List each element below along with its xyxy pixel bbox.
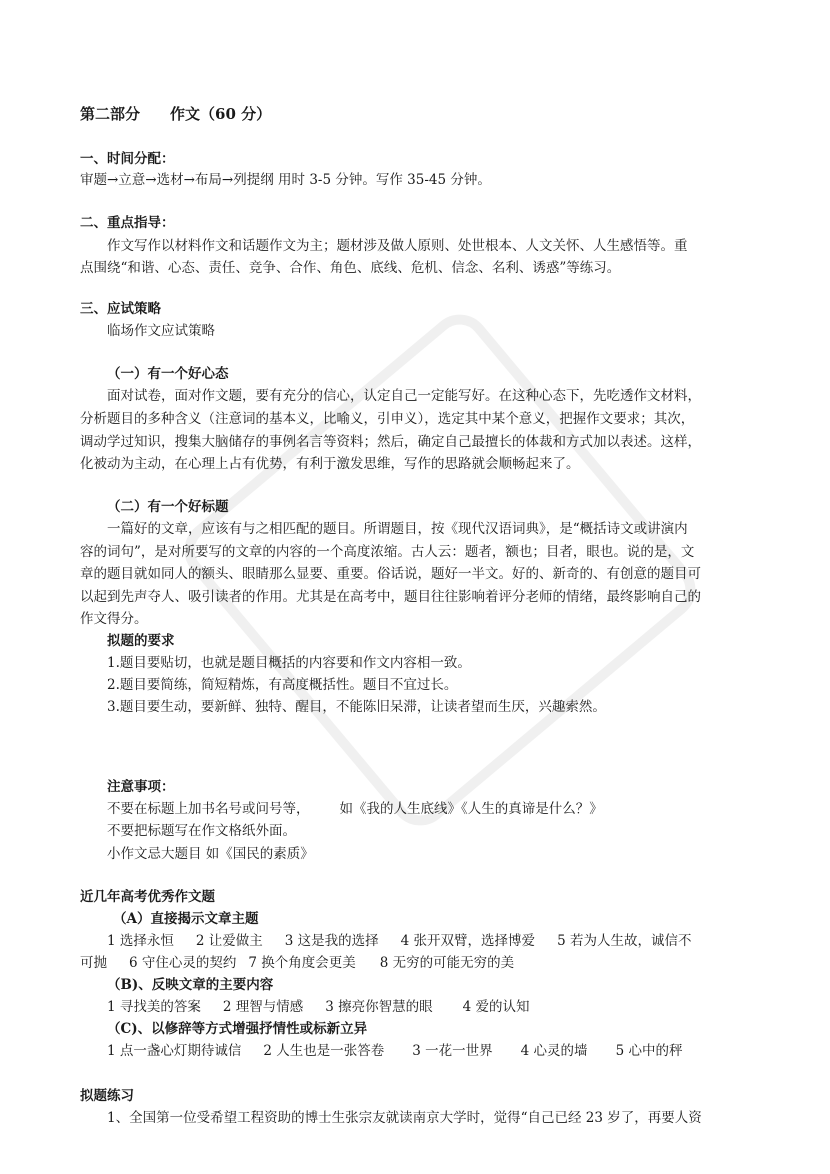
part-name: 作文（60 分） bbox=[170, 105, 272, 123]
note-1 bbox=[107, 799, 603, 819]
key-guidance-heading: 二、重点指导： bbox=[80, 215, 175, 231]
good-title-line-5: 作文得分。 bbox=[80, 611, 148, 627]
examples-a-line-1 bbox=[107, 931, 691, 951]
example-title: 3 一花一世界 bbox=[412, 1043, 493, 1059]
example-title: 8 无穷的可能无穷的美 bbox=[379, 955, 515, 971]
examples-c-line bbox=[107, 1041, 682, 1061]
requirement-1: 1.题目要贴切，也就是题目概括的内容要和作文内容相一致。 bbox=[107, 655, 471, 671]
example-title: 7 换个角度会更美 bbox=[248, 955, 356, 971]
examples-heading: 近几年高考优秀作文题 bbox=[80, 889, 215, 905]
good-mindset-heading: （一）有一个好心态 bbox=[107, 366, 229, 382]
good-mindset-line-2: 分析题目的多种含义（注意词的基本义，比喻义，引申义），选定其中某个意义，把握作文要求；其次， bbox=[80, 411, 695, 427]
practice-item-1: 1、全国第一位受希望工程资助的博士生张宗友就读南京大学时，觉得“自己已经 23 岁了，再要人资 bbox=[107, 1110, 702, 1126]
examples-a-line-2 bbox=[80, 953, 514, 973]
example-title: 2 让爱做主 bbox=[195, 933, 263, 949]
note-3: 小作文忌大题目 如《国民的素质》 bbox=[107, 846, 314, 862]
example-title: 3 擦亮你智慧的眼 bbox=[325, 999, 433, 1015]
section-title bbox=[80, 104, 271, 124]
requirement-3: 3.题目要生动，要新鲜、独特、醒目，不能陈旧呆滞，让读者望而生厌，兴趣索然。 bbox=[107, 699, 606, 715]
time-allocation-text: 审题→立意→选材→布局→列提纲 用时 3-5 分钟。写作 35-45 分钟。 bbox=[80, 172, 491, 188]
good-title-heading: （二）有一个好标题 bbox=[107, 499, 229, 515]
example-title: 1 寻找美的答案 bbox=[107, 999, 201, 1015]
good-title-line-4: 以起到先声夺人、吸引读者的作用。尤其是在高考中，题目往往影响着评分老师的情绪，最终影响自己的 bbox=[80, 589, 701, 605]
example-title: 4 爱的认知 bbox=[462, 999, 530, 1015]
example-title: 6 守住心灵的契约 bbox=[129, 955, 237, 971]
notes-heading: 注意事项： bbox=[107, 779, 175, 795]
good-title-line-3: 章的题目就如同人的额头、眼睛那么显要、重要。俗话说，题好一半文。好的、新奇的、有创意的题目可 bbox=[80, 566, 701, 582]
key-guidance-text-2: 点围绕“和谐、心态、责任、竞争、合作、角色、底线、危机、信念、名利、诱惑”等练习。 bbox=[80, 260, 621, 276]
good-mindset-line-4: 化被动为主动，在心理上占有优势，有利于激发思维，写作的思路就会顺畅起来了。 bbox=[80, 456, 580, 472]
key-guidance-text-1: 作文写作以材料作文和话题作文为主；题材涉及做人原则、处世根本、人文关怀、人生感悟等。重 bbox=[107, 238, 688, 254]
examples-b-heading: （B)、反映文章的主要内容 bbox=[107, 977, 274, 993]
title-requirements-heading: 拟题的要求 bbox=[107, 633, 175, 649]
examples-b-line bbox=[107, 997, 530, 1017]
example-title: 4 张开双臂，选择博爱 bbox=[400, 933, 536, 949]
example-title: 5 心中的秤 bbox=[615, 1043, 683, 1059]
examples-c-heading: （C)、以修辞等方式增强抒情性或标新立异 bbox=[107, 1021, 368, 1037]
time-allocation-heading: 一、时间分配： bbox=[80, 151, 175, 167]
good-mindset-line-1: 面对试卷，面对作文题，要有充分的信心，认定自己一定能写好。在这种心态下，先吃透作文材料， bbox=[107, 388, 701, 404]
example-title: 1 选择永恒 bbox=[107, 933, 174, 949]
requirement-2: 2.题目要简练，简短精炼，有高度概括性。题目不宜过长。 bbox=[107, 677, 458, 693]
examples-a-heading: （A）直接揭示文章主题 bbox=[113, 911, 259, 927]
strategy-subtitle: 临场作文应试策略 bbox=[107, 323, 215, 339]
example-title: 3 这是我的选择 bbox=[284, 933, 379, 949]
example-title: 2 理智与情感 bbox=[222, 999, 304, 1015]
good-title-line-2: 容的词句”，是对所要写的文章的内容的一个高度浓缩。古人云：题者，额也；目者，眼也。说的是，文 bbox=[80, 544, 695, 560]
example-title: 可抛 bbox=[80, 955, 107, 971]
example-title: 2 人生也是一张答卷 bbox=[263, 1043, 385, 1059]
part-label: 第二部分 bbox=[80, 105, 141, 123]
note-1-example: 如《我的人生底线》《人生的真谛是什么？》 bbox=[339, 801, 603, 817]
example-title: 1 点一盏心灯期待诚信 bbox=[107, 1043, 242, 1059]
good-mindset-line-3: 调动学过知识，搜集大脑储存的事例名言等资料；然后，确定自己最擅长的体裁和方式加以表述。这样， bbox=[80, 434, 701, 450]
good-title-line-1: 一篇好的文章，应该有与之相匹配的题目。所谓题目，按《现代汉语词典》，是“概括诗文或讲演内 bbox=[107, 521, 688, 537]
note-2: 不要把标题写在作文格纸外面。 bbox=[107, 823, 296, 839]
note-1-text: 不要在标题上加书名号或问号等， bbox=[107, 801, 310, 817]
example-title: 4 心灵的墙 bbox=[520, 1043, 588, 1059]
strategy-heading: 三、应试策略 bbox=[80, 301, 161, 317]
practice-heading: 拟题练习 bbox=[80, 1088, 134, 1104]
example-title: 5 若为人生故，诚信不 bbox=[557, 933, 692, 949]
